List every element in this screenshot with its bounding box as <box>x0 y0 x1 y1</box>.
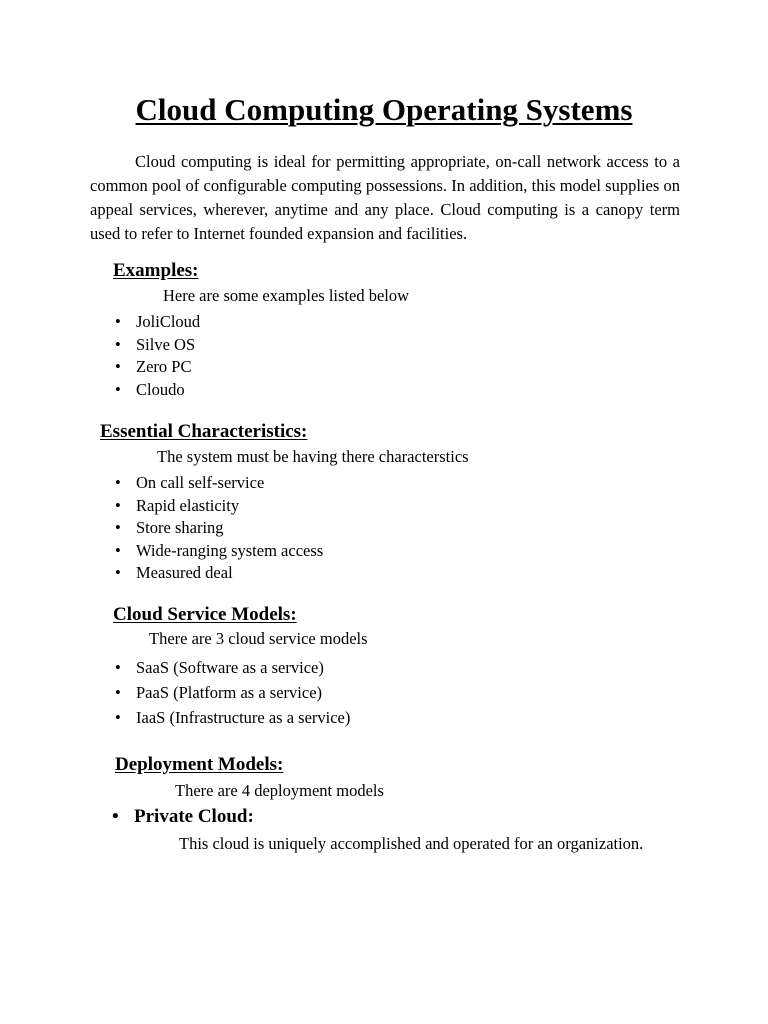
list-item <box>110 379 200 402</box>
list-item <box>110 495 323 518</box>
list-item <box>110 562 323 585</box>
bullet-icon: • <box>115 708 121 727</box>
list-item-label: Cloudo <box>136 379 185 399</box>
list-item-label: Store sharing <box>136 518 224 537</box>
list-item <box>110 356 200 379</box>
list-item <box>110 540 323 563</box>
list-item-label: Measured deal <box>136 563 233 582</box>
list-item-label: Zero PC <box>136 357 192 376</box>
private-cloud-label: Private Cloud: <box>134 806 254 827</box>
bullet-icon: • <box>115 379 121 399</box>
list-item-label: PaaS (Platform as a service) <box>136 683 323 702</box>
deployment-models-subtext: There are 4 deployment models <box>175 781 384 800</box>
bullet-icon: • <box>115 683 121 702</box>
examples-heading: Examples: <box>113 260 199 281</box>
private-cloud-description: This cloud is uniquely accomplished and operated for an organization. <box>179 834 644 853</box>
list-item-label: Silve OS <box>136 334 196 354</box>
service-models-list <box>110 655 350 730</box>
examples-list <box>110 311 200 401</box>
characteristics-subtext: The system must be having there characterstics <box>157 447 469 466</box>
deployment-models-heading: Deployment Models: <box>115 754 284 775</box>
service-models-subtext: There are 3 cloud service models <box>149 629 368 648</box>
examples-subtext: Here are some examples listed below <box>163 286 410 305</box>
list-item-label: Wide-ranging system access <box>136 540 324 560</box>
list-item-label: IaaS (Infrastructure as a service) <box>136 708 351 727</box>
list-item <box>110 311 200 334</box>
list-item <box>110 655 350 680</box>
page-title: Cloud Computing Operating Systems <box>135 92 633 127</box>
bullet-icon: • <box>115 518 121 537</box>
list-item <box>110 705 350 730</box>
bullet-icon: • <box>115 357 121 376</box>
bullet-icon: • <box>115 334 121 354</box>
list-item <box>110 680 350 705</box>
service-models-heading: Cloud Service Models: <box>113 604 297 625</box>
private-cloud-item <box>112 806 254 828</box>
intro-paragraph: Cloud computing is ideal for permitting appropriate, on-call network access to a common pool of configurable computing possessions. In addition, this model supplies on appeal services, wherever, anytime and any place. Cloud computing is a canopy term used to refer to Internet founded expansion and facilities. <box>90 152 680 243</box>
characteristics-list <box>110 472 323 585</box>
list-item-label: Rapid elasticity <box>136 495 240 515</box>
bullet-icon: • <box>115 540 121 560</box>
list-item <box>110 334 200 357</box>
characteristics-heading: Essential Characteristics: <box>100 421 308 442</box>
list-item-label: JoliCloud <box>136 312 201 331</box>
bullet-icon: • <box>115 495 121 515</box>
list-item <box>110 517 323 540</box>
list-item-label: SaaS (Software as a service) <box>136 658 324 677</box>
bullet-icon: • <box>115 658 121 677</box>
bullet-icon: • <box>115 473 121 492</box>
bullet-icon: • <box>115 312 121 331</box>
bullet-icon: • <box>115 563 121 582</box>
bullet-icon: • <box>112 806 119 827</box>
list-item-label: On call self-service <box>136 473 265 492</box>
list-item <box>110 472 323 495</box>
